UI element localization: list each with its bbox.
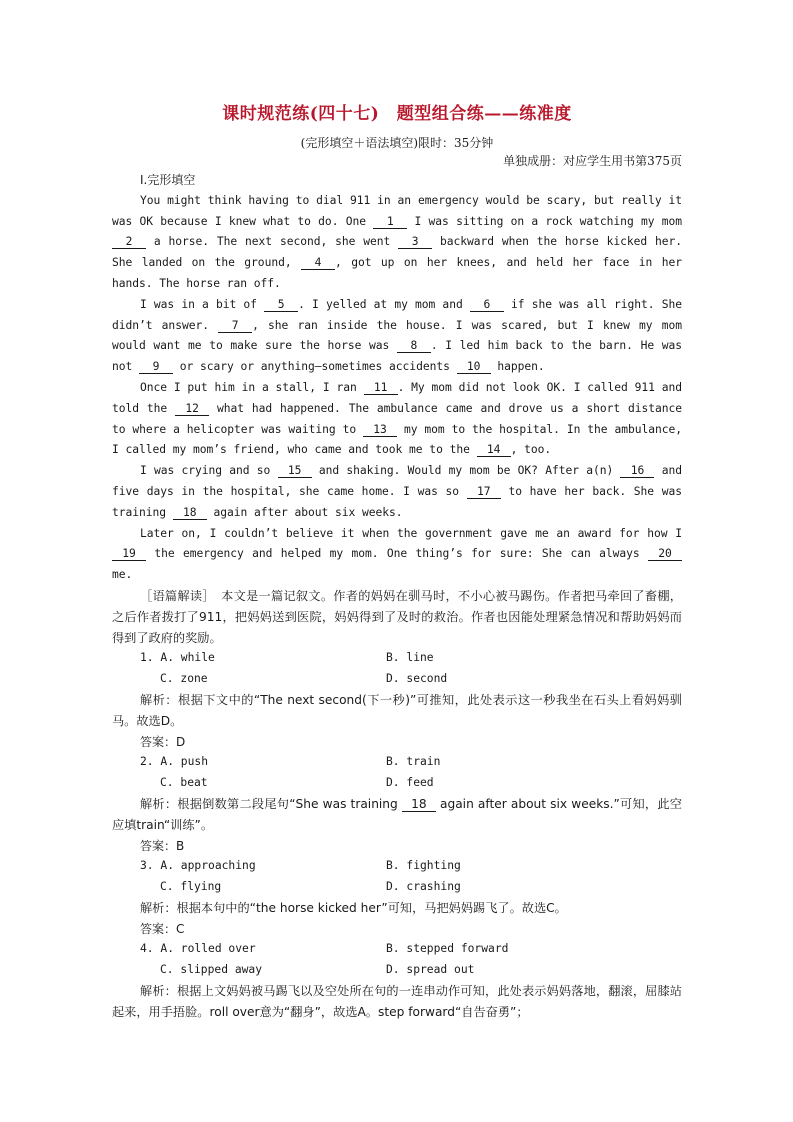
q2-option-c: C. beat — [160, 776, 208, 790]
blank-5: 5 — [264, 298, 298, 312]
blank-13: 13 — [363, 423, 397, 437]
passage-paragraph-1: You might think having to dial 911 in an emergency would be scary, but really it was OK because I knew what to do. One 1 I was sitting on a rock watching my mom 2 a horse. The next second, she went 3 backward when the horse kicked her. She landed on the ground, 4 , got up on her knees, and held her face in her hands. The horse ran off. — [112, 193, 682, 290]
question-2-options-ab — [112, 752, 682, 773]
q3-option-c: C. flying — [160, 880, 222, 894]
blank-16: 16 — [620, 464, 654, 478]
blank-1: 1 — [373, 215, 407, 229]
blank-4: 4 — [301, 256, 335, 270]
q4-analysis: 解析：根据上文妈妈被马踢飞以及空处所在句的一连串动作可知，此处表示妈妈落地，翻滚，屈膝站起来，用手捂脸。roll over意为“翻身”，故选A。step forward“自告奋勇”； — [112, 984, 682, 1019]
q1-option-b: B. line — [386, 651, 434, 665]
worksheet-page — [112, 102, 682, 1023]
q2-option-a: 2. A. push — [140, 755, 209, 769]
blank-15: 15 — [278, 464, 312, 478]
question-3-options-cd — [112, 877, 682, 898]
passage-paragraph-2: I was in a bit of 5 . I yelled at my mom and 6 if she was all right. She didn’t answer. 7 , she ran inside the house. I was scared, but I knew my mom would want me to make sure the horse was 8 . I led him back to the barn. He was not 9 or scary or anything—sometimes accidents 10 happen. — [112, 297, 682, 374]
blank-3: 3 — [398, 235, 432, 249]
q4-option-d: D. spread out — [386, 963, 475, 977]
q3-option-a: 3. A. approaching — [140, 859, 256, 873]
q3-option-b: B. fighting — [386, 859, 461, 873]
q2-option-d: D. feed — [386, 776, 434, 790]
passage-paragraph-3: Once I put him in a stall, I ran 11 . My mom did not look OK. I called 911 and told the 12 what had happened. The ambulance came and drove us a short distance to where a helicopter was waiting to 13 my mom to the hospital. In the ambulance, I called my mom’s friend, who came and took me to the 14 , too. — [112, 380, 683, 457]
q2-answer: 答案：B — [140, 838, 185, 853]
section-heading: Ⅰ.完形填空 — [140, 173, 196, 187]
reading-summary: ［语篇解读］ 本文是一篇记叙文。作者的妈妈在驯马时，不小心被马踢伤。作者把马牵回了畜棚，之后作者拨打了911，把妈妈送到医院，妈妈得到了及时的救治。作者也因能处理紧急情况和帮助妈妈而得到了政府的奖励。 — [112, 588, 682, 645]
blank-8: 8 — [397, 339, 431, 353]
question-4-options-cd — [112, 960, 682, 981]
blank-19: 19 — [112, 547, 146, 561]
q3-analysis: 解析：根据本句中的“the horse kicked her”可知，马把妈妈踢飞了。故选C。 — [140, 900, 567, 915]
page-title: 课时规范练(四十七) 题型组合练——练准度 — [222, 104, 572, 124]
q4-option-c: C. slipped away — [160, 963, 263, 977]
q1-option-c: C. zone — [160, 672, 208, 686]
q1-option-a: 1. A. while — [140, 651, 215, 665]
blank-11: 11 — [364, 381, 398, 395]
q3-answer: 答案：C — [140, 921, 185, 936]
source-note: 单独成册：对应学生用书第375页 — [503, 154, 682, 168]
question-1-options-ab — [112, 648, 682, 669]
blank-10: 10 — [457, 360, 491, 374]
q3-option-d: D. crashing — [386, 880, 461, 894]
blank-17: 17 — [467, 485, 501, 499]
question-3-options-ab — [112, 856, 682, 877]
q1-option-d: D. second — [386, 672, 448, 686]
passage-paragraph-4: I was crying and so 15 and shaking. Would my mom be OK? After a(n) 16 and five days in the hospital, she came home. I was so 17 to have her back. She was training 18 again after about six weeks. — [112, 464, 682, 519]
q1-analysis: 解析：根据下文中的“The next second(下一秒)”可推知，此处表示这一秒我坐在石头上看妈妈驯马。故选D。 — [112, 692, 682, 728]
blank-14: 14 — [477, 443, 511, 457]
q1-answer: 答案：D — [140, 734, 186, 749]
blank-12: 12 — [175, 402, 209, 416]
blank-2: 2 — [112, 235, 146, 249]
q2-analysis-blank: 18 — [402, 798, 436, 812]
blank-7: 7 — [218, 319, 252, 333]
blank-20: 20 — [648, 547, 682, 561]
q2-analysis: 解析：根据倒数第二段尾句“She was training 18 again after about six weeks.”可知，此空应填train“训练”。 — [112, 796, 682, 832]
blank-18: 18 — [173, 506, 207, 520]
q4-option-a: 4. A. rolled over — [140, 942, 256, 956]
passage-paragraph-5: Later on, I couldn’t believe it when the government gave me an award for how I 19 the emergency and helped my mom. One thing’s for sure: She can always 20 me. — [112, 526, 682, 582]
question-2-options-cd — [112, 773, 682, 794]
blank-9: 9 — [139, 360, 173, 374]
q2-option-b: B. train — [386, 755, 441, 769]
q4-option-b: B. stepped forward — [386, 942, 509, 956]
question-4-options-ab — [112, 939, 682, 960]
question-1-options-cd — [112, 669, 682, 690]
page-subtitle: (完形填空＋语法填空)限时：35分钟 — [300, 136, 494, 150]
blank-6: 6 — [470, 298, 504, 312]
